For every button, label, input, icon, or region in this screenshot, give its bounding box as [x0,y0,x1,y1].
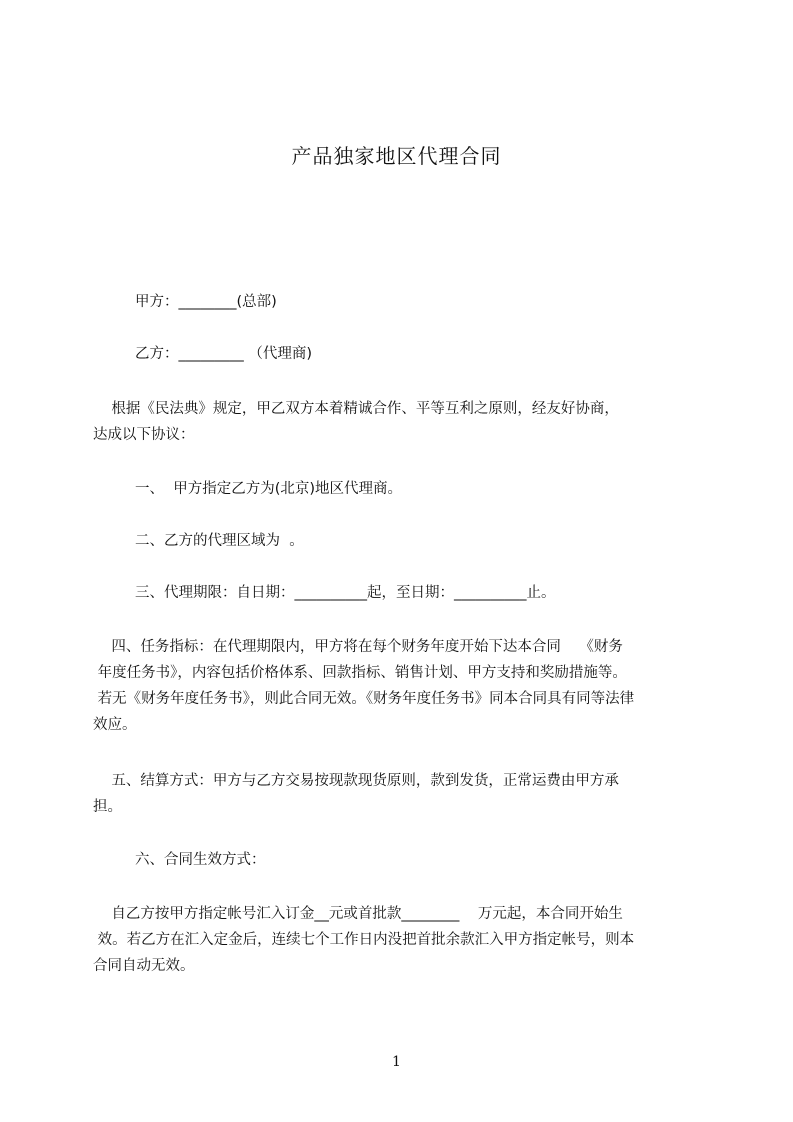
party-a-line: 甲方：________(总部) [135,294,277,310]
clause-3: 三、代理期限：自日期：__________起，至日期：__________止。 [135,585,556,601]
clause-4-paragraph [93,634,705,738]
clause-4-line: 若无《财务年度任务书》，则此合同无效。《财务年度任务书》同本合同具有同等法律 [93,691,635,707]
preamble-line: 达成以下协议： [93,427,195,443]
clause-6-body-line: 效。若乙方在汇入定金后，连续七个工作日内没把首批余款汇入甲方指定帐号，则本 [93,932,635,948]
clause-6-body-line: 合同自动无效。 [93,958,195,974]
clause-4-line: 年度任务书》，内容包括价格体系、回款指标、销售计划、甲方支持和奖励措施等。 [93,665,627,681]
clause-1: 一、 甲方指定乙方为(北京)地区代理商。 [135,481,403,497]
clause-6-body-line: 自乙方按甲方指定帐号汇入订金__元或首批款________ 万元起，本合同开始生 [93,906,623,922]
party-b-line: 乙方：_________ （代理商) [135,346,313,362]
page-number: 1 [392,1054,401,1070]
clause-4-line: 效应。 [93,717,137,733]
preamble-paragraph [93,396,705,448]
clause-6-body-paragraph [93,901,705,979]
clause-4-line: 四、任务指标：在代理期限内，甲方将在每个财务年度开始下达本合同 《财务 [93,639,623,655]
clause-5-line: 担。 [93,799,122,815]
contract-title: 产品独家地区代理合同 [291,144,502,168]
preamble-line: 根据《民法典》规定，甲乙双方本着精诚合作、平等互利之原则，经友好协商， [93,401,619,417]
clause-2: 二、乙方的代理区域为 。 [135,533,304,549]
clause-6: 六、合同生效方式： [135,852,266,868]
clause-5-line: 五、结算方式：甲方与乙方交易按现款现货原则，款到发货，正常运费由甲方承 [93,773,619,789]
clause-5-paragraph [93,768,705,820]
